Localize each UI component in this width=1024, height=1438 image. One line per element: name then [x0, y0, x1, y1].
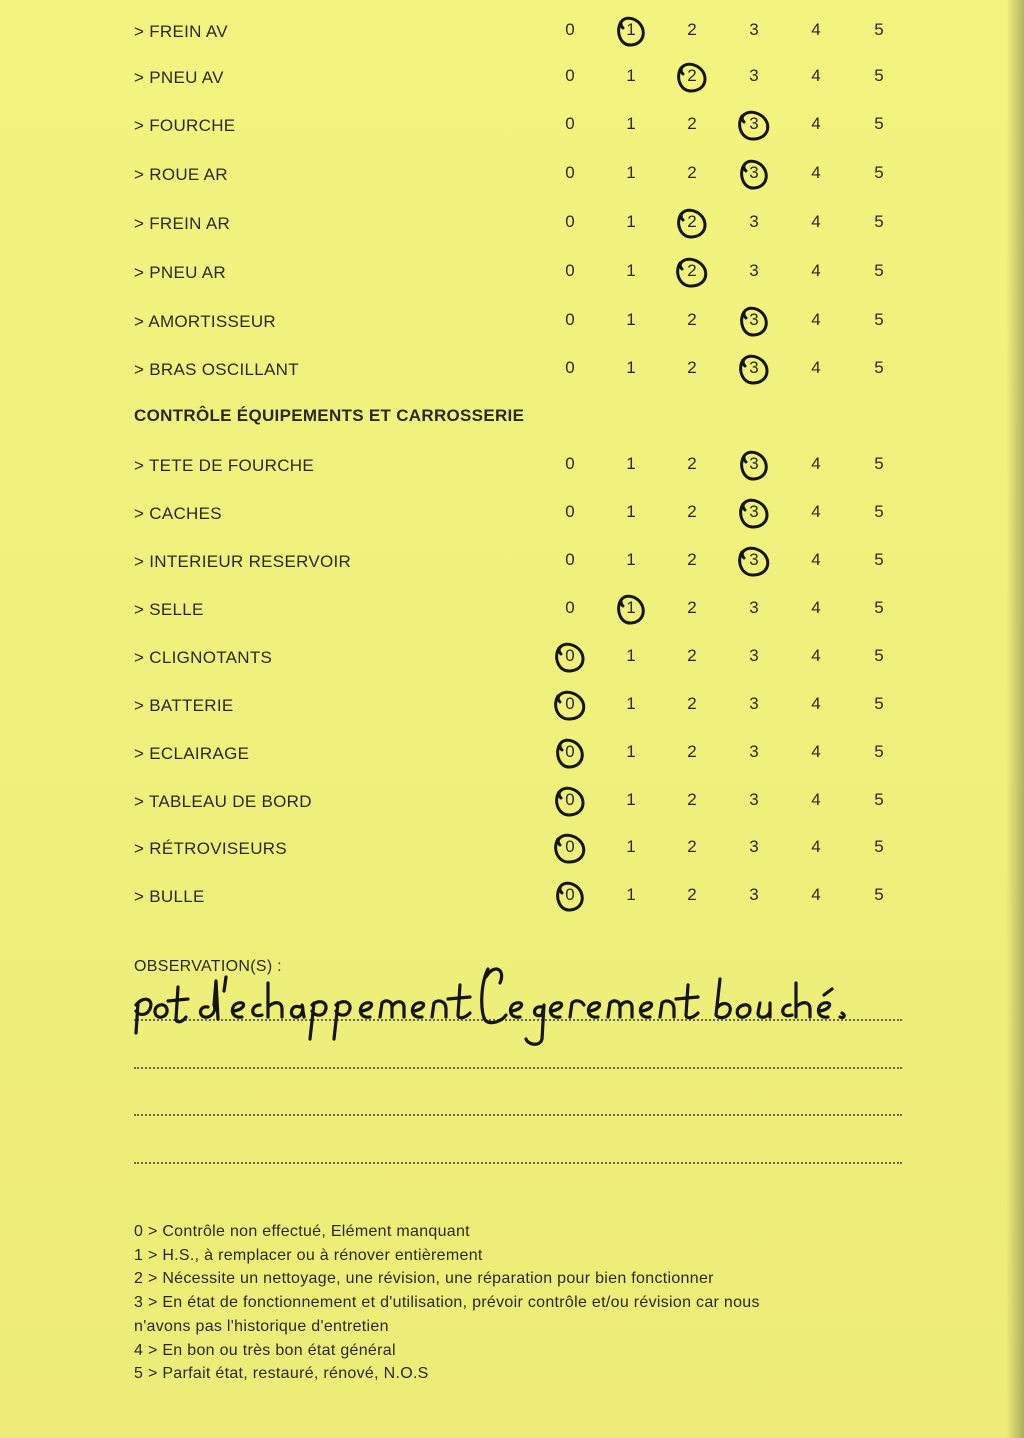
- legend-line: 0 > Contrôle non effectué, Elément manquant: [134, 1223, 470, 1240]
- score-option-5[interactable]: 5: [874, 114, 884, 133]
- observation-line-4[interactable]: [134, 1162, 902, 1164]
- score-option-4[interactable]: 4: [811, 20, 821, 39]
- score-option-4[interactable]: 4: [811, 454, 821, 473]
- legend-line: n'avons pas l'historique d'entretien: [134, 1317, 389, 1335]
- score-option-2[interactable]: 2: [687, 310, 697, 329]
- row-label: > BRAS OSCILLANT: [134, 360, 299, 379]
- score-option-4[interactable]: 4: [811, 646, 821, 665]
- inspection-row: [0, 306, 1024, 338]
- score-option-2[interactable]: 2: [687, 502, 697, 521]
- score-option-3[interactable]: 3: [749, 598, 759, 617]
- score-option-3[interactable]: 3: [749, 550, 759, 569]
- row-label: > CLIGNOTANTS: [134, 648, 273, 667]
- inspection-row: [0, 110, 1024, 142]
- score-option-2[interactable]: 2: [687, 885, 697, 904]
- inspection-row: [0, 546, 1024, 578]
- score-option-1[interactable]: 1: [626, 358, 636, 377]
- score-option-1[interactable]: 1: [626, 694, 636, 713]
- score-option-3[interactable]: 3: [749, 310, 759, 329]
- score-option-1[interactable]: 1: [626, 114, 636, 133]
- score-option-0[interactable]: 0: [565, 837, 575, 856]
- score-option-3[interactable]: 3: [749, 885, 759, 904]
- inspection-row: [0, 786, 1024, 818]
- score-option-2[interactable]: 2: [687, 114, 697, 133]
- inspection-row: [0, 159, 1024, 191]
- row-label: > ECLAIRAGE: [134, 744, 250, 763]
- inspection-row: [0, 354, 1024, 386]
- score-option-1[interactable]: 1: [626, 646, 636, 665]
- score-option-5[interactable]: 5: [874, 598, 884, 617]
- score-option-5[interactable]: 5: [874, 550, 884, 569]
- observation-line-2[interactable]: [134, 1067, 902, 1069]
- score-option-0[interactable]: 0: [565, 20, 575, 39]
- inspection-row: [0, 642, 1024, 674]
- score-option-0[interactable]: 0: [565, 454, 575, 473]
- score-option-1[interactable]: 1: [626, 790, 636, 809]
- score-option-2[interactable]: 2: [687, 598, 697, 617]
- legend-line: 4 > En bon ou très bon état général: [134, 1341, 396, 1359]
- score-option-2[interactable]: 2: [687, 790, 697, 809]
- row-label: > FOURCHE: [134, 116, 236, 135]
- score-option-1[interactable]: 1: [626, 310, 636, 329]
- score-option-3[interactable]: 3: [749, 261, 759, 280]
- score-option-3[interactable]: 3: [749, 163, 759, 182]
- score-option-5[interactable]: 5: [874, 212, 884, 231]
- section-title: CONTRÔLE ÉQUIPEMENTS ET CARROSSERIE: [134, 406, 525, 425]
- score-option-2[interactable]: 2: [687, 742, 697, 761]
- score-option-5[interactable]: 5: [874, 646, 884, 665]
- score-option-1[interactable]: 1: [626, 212, 636, 231]
- score-option-1[interactable]: 1: [626, 502, 636, 521]
- score-option-5[interactable]: 5: [874, 885, 884, 904]
- score-option-0[interactable]: 0: [565, 66, 575, 85]
- score-option-0[interactable]: 0: [565, 742, 575, 761]
- score-option-3[interactable]: 3: [749, 114, 759, 133]
- inspection-row: [0, 208, 1024, 240]
- score-option-0[interactable]: 0: [565, 261, 575, 280]
- score-option-0[interactable]: 0: [565, 694, 575, 713]
- score-option-4[interactable]: 4: [811, 212, 821, 231]
- score-option-4[interactable]: 4: [811, 885, 821, 904]
- score-option-5[interactable]: 5: [874, 694, 884, 713]
- score-option-3[interactable]: 3: [749, 790, 759, 809]
- score-option-4[interactable]: 4: [811, 502, 821, 521]
- score-option-3[interactable]: 3: [749, 502, 759, 521]
- inspection-row: [0, 16, 1024, 48]
- score-option-0[interactable]: 0: [565, 646, 575, 665]
- score-option-4[interactable]: 4: [811, 66, 821, 85]
- score-option-1[interactable]: 1: [626, 66, 636, 85]
- observation-line-3[interactable]: [134, 1114, 902, 1116]
- score-option-5[interactable]: 5: [874, 66, 884, 85]
- score-option-0[interactable]: 0: [565, 114, 575, 133]
- score-option-2[interactable]: 2: [687, 550, 697, 569]
- row-label: > RÉTROVISEURS: [134, 839, 287, 858]
- score-option-4[interactable]: 4: [811, 358, 821, 377]
- legend: [134, 1220, 760, 1386]
- inspection-row: [0, 833, 1024, 865]
- score-option-2[interactable]: 2: [687, 20, 697, 39]
- score-option-0[interactable]: 0: [565, 598, 575, 617]
- row-label: > PNEU AR: [134, 263, 226, 282]
- score-option-2[interactable]: 2: [687, 694, 697, 713]
- score-option-2[interactable]: 2: [687, 212, 697, 231]
- score-option-5[interactable]: 5: [874, 790, 884, 809]
- score-option-3[interactable]: 3: [749, 66, 759, 85]
- row-label: > FREIN AR: [134, 214, 231, 233]
- score-option-0[interactable]: 0: [565, 502, 575, 521]
- score-option-4[interactable]: 4: [811, 114, 821, 133]
- score-option-1[interactable]: 1: [626, 163, 636, 182]
- score-option-4[interactable]: 4: [811, 742, 821, 761]
- score-option-1[interactable]: 1: [626, 261, 636, 280]
- score-option-0[interactable]: 0: [565, 790, 575, 809]
- inspection-row: [0, 498, 1024, 530]
- score-option-1[interactable]: 1: [626, 20, 636, 39]
- row-label: > AMORTISSEUR: [134, 312, 276, 331]
- score-option-4[interactable]: 4: [811, 598, 821, 617]
- score-option-5[interactable]: 5: [874, 837, 884, 856]
- score-option-5[interactable]: 5: [874, 358, 884, 377]
- score-option-3[interactable]: 3: [749, 358, 759, 377]
- score-option-1[interactable]: 1: [626, 885, 636, 904]
- observation-line-1[interactable]: [134, 1019, 902, 1021]
- score-option-4[interactable]: 4: [811, 790, 821, 809]
- score-option-5[interactable]: 5: [874, 261, 884, 280]
- inspection-row: [0, 881, 1024, 913]
- row-label: > TABLEAU DE BORD: [134, 792, 312, 811]
- row-label: > INTERIEUR RESERVOIR: [134, 552, 352, 571]
- inspection-row: [0, 257, 1024, 289]
- score-option-0[interactable]: 0: [565, 885, 575, 904]
- observations-label: OBSERVATION(S) :: [134, 958, 282, 975]
- score-option-4[interactable]: 4: [811, 163, 821, 182]
- score-option-3[interactable]: 3: [749, 646, 759, 665]
- score-option-3[interactable]: 3: [749, 20, 759, 39]
- score-option-1[interactable]: 1: [626, 550, 636, 569]
- legend-line: 5 > Parfait état, restauré, rénové, N.O.S: [134, 1365, 429, 1383]
- row-label: > ROUE AR: [134, 165, 228, 184]
- inspection-row: [0, 738, 1024, 770]
- score-option-0[interactable]: 0: [565, 550, 575, 569]
- score-option-5[interactable]: 5: [874, 454, 884, 473]
- row-label: > CACHES: [134, 504, 222, 523]
- inspection-row: [0, 690, 1024, 722]
- score-option-4[interactable]: 4: [811, 550, 821, 569]
- row-label: > TETE DE FOURCHE: [134, 456, 315, 475]
- score-option-2[interactable]: 2: [687, 454, 697, 473]
- score-option-3[interactable]: 3: [749, 212, 759, 231]
- score-option-5[interactable]: 5: [874, 163, 884, 182]
- row-label: > BATTERIE: [134, 696, 234, 715]
- score-option-1[interactable]: 1: [626, 598, 636, 617]
- score-option-5[interactable]: 5: [874, 502, 884, 521]
- score-option-0[interactable]: 0: [565, 212, 575, 231]
- legend-line: 2 > Nécessite un nettoyage, une révision, une réparation pour bien fonctionner: [134, 1270, 714, 1288]
- row-label: > SELLE: [134, 600, 204, 619]
- score-option-3[interactable]: 3: [749, 837, 759, 856]
- legend-line: 1 > H.S., à remplacer ou à rénover entièrement: [134, 1246, 483, 1264]
- score-option-3[interactable]: 3: [749, 694, 759, 713]
- score-option-3[interactable]: 3: [749, 454, 759, 473]
- score-option-1[interactable]: 1: [626, 837, 636, 856]
- score-option-2[interactable]: 2: [687, 66, 697, 85]
- inspection-row: [0, 62, 1024, 94]
- score-option-2[interactable]: 2: [687, 837, 697, 856]
- row-label: > PNEU AV: [134, 68, 224, 87]
- score-option-3[interactable]: 3: [749, 742, 759, 761]
- score-option-0[interactable]: 0: [565, 358, 575, 377]
- score-option-4[interactable]: 4: [811, 694, 821, 713]
- score-option-2[interactable]: 2: [687, 646, 697, 665]
- score-option-4[interactable]: 4: [811, 310, 821, 329]
- score-option-5[interactable]: 5: [874, 20, 884, 39]
- score-option-4[interactable]: 4: [811, 837, 821, 856]
- score-option-1[interactable]: 1: [626, 742, 636, 761]
- score-option-0[interactable]: 0: [565, 310, 575, 329]
- legend-line: 3 > En état de fonctionnement et d'utilisation, prévoir contrôle et/ou révision car nous: [134, 1294, 760, 1312]
- inspection-row: [0, 594, 1024, 626]
- row-label: > BULLE: [134, 887, 205, 906]
- score-option-5[interactable]: 5: [874, 742, 884, 761]
- score-option-2[interactable]: 2: [687, 261, 697, 280]
- score-option-2[interactable]: 2: [687, 358, 697, 377]
- row-label: > FREIN AV: [134, 22, 228, 41]
- score-option-2[interactable]: 2: [687, 163, 697, 182]
- score-option-4[interactable]: 4: [811, 261, 821, 280]
- inspection-row: [0, 450, 1024, 482]
- score-option-0[interactable]: 0: [565, 163, 575, 182]
- score-option-1[interactable]: 1: [626, 454, 636, 473]
- score-option-5[interactable]: 5: [874, 310, 884, 329]
